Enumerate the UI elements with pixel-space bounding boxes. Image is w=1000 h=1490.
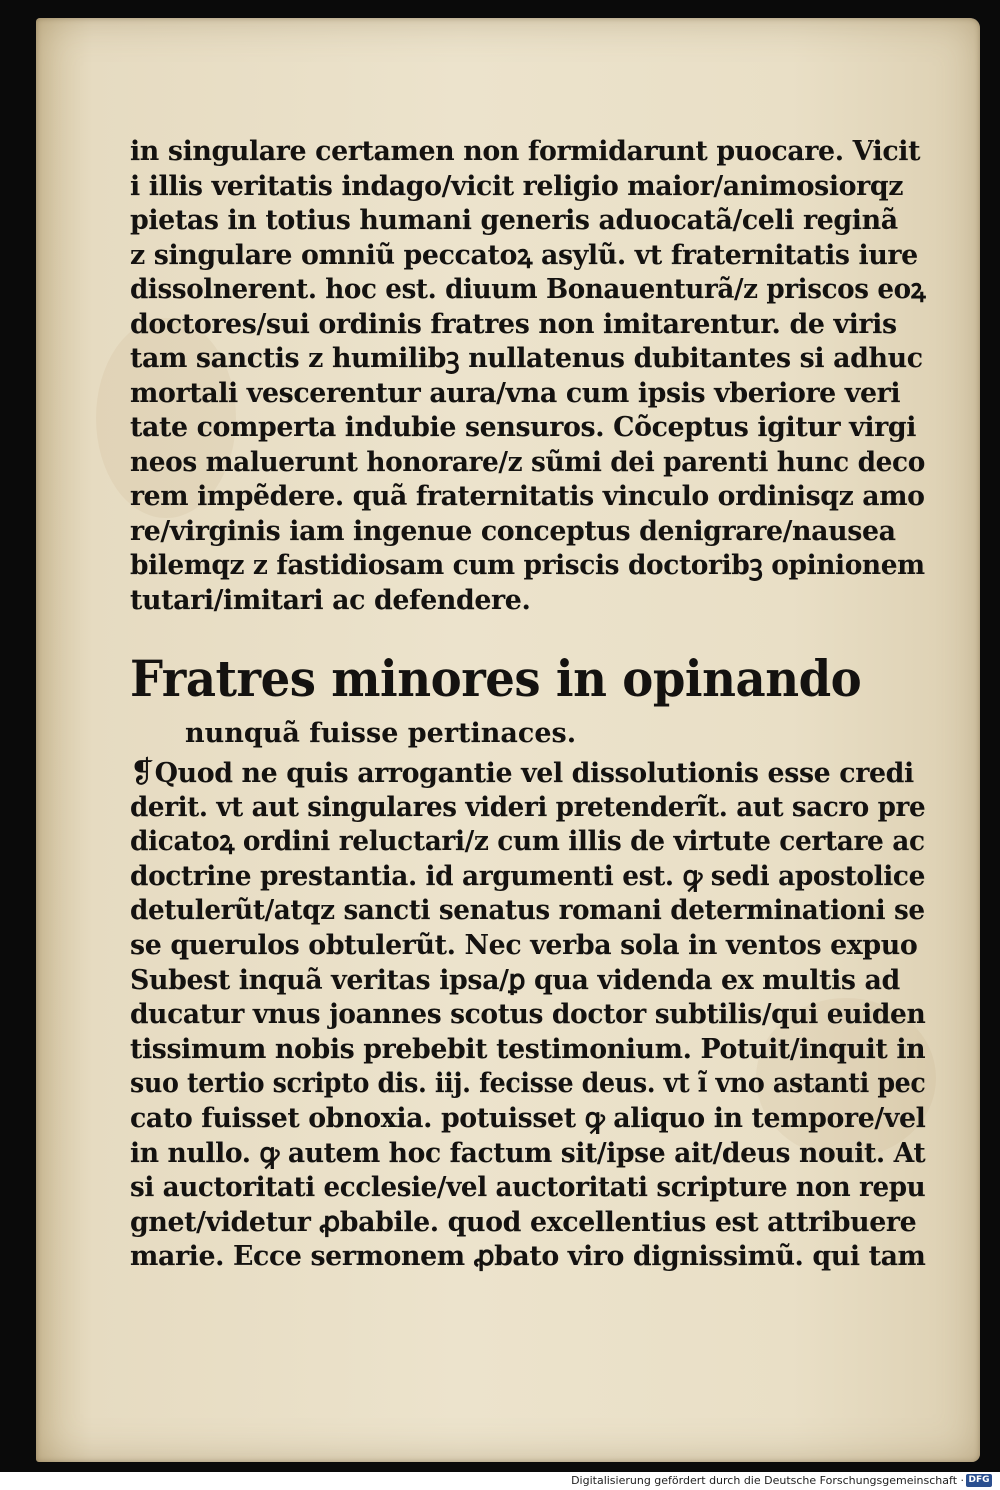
text-line-content: mortali vescerentur aura/vna cum ipsis vberiore veri	[130, 377, 901, 409]
pilcrow-icon: ❡	[130, 755, 155, 790]
text-line	[130, 1067, 926, 1102]
text-line	[130, 377, 925, 412]
text-line-content: z singulare omniũ peccatoꝝ asylũ. vt fraternitatis iure	[130, 239, 918, 271]
text-line-content: in nullo. ꝙ autem hoc factum sit/ipse ait/deus nouit. At	[130, 1137, 926, 1169]
text-line	[130, 756, 925, 791]
text-line-content: tam sanctis z humilibꝫ nullatenus dubitantes si adhuc	[130, 343, 923, 374]
text-line	[130, 135, 925, 170]
text-line	[130, 239, 925, 274]
dfg-logo-icon: DFG	[966, 1474, 992, 1487]
text-line-content: dissolnerent. hoc est. diuum Bonauenturã/z priscos eoꝝ	[130, 274, 926, 305]
text-line-content: re/virginis iam ingenue conceptus denigrare/nausea	[130, 515, 896, 547]
text-line	[130, 515, 925, 550]
text-line-content: neos maluerunt honorare/z sũmi dei parenti hunc deco	[130, 446, 925, 478]
text-line	[130, 480, 925, 515]
text-line	[130, 273, 926, 308]
text-line	[130, 1102, 924, 1137]
text-line-content: si auctoritati ecclesie/vel auctoritati scripture non repu	[130, 1172, 926, 1204]
text-line	[130, 446, 925, 481]
text-line	[130, 1137, 926, 1172]
text-block	[130, 135, 930, 1275]
text-line	[130, 860, 926, 895]
text-line-content: i illis veritatis indago/vicit religio maior/animosiorqz	[130, 170, 904, 202]
section-heading: Fratres minores in opinando	[130, 649, 862, 708]
text-line	[130, 342, 925, 377]
text-line-content: ducatur vnus joannes scotus doctor subtilis/qui euiden	[130, 999, 926, 1031]
text-line-content: bilemqz z fastidiosam cum priscis doctoribꝫ opinionem	[130, 550, 925, 581]
text-line	[130, 308, 925, 343]
text-line	[130, 584, 925, 619]
text-line-content: tutari/imitari ac defendere.	[130, 584, 531, 616]
text-line-content: Subest inquã veritas ipsa/ꝑ qua videnda ex multis ad	[130, 964, 900, 996]
text-line-content: derit. vt aut singulares videri pretenderĩt. aut sacro pre	[130, 791, 926, 823]
text-line-content: suo tertio scripto dis. iij. fecisse deus. vt ĩ vno astanti pec	[130, 1068, 926, 1100]
text-line	[130, 1240, 924, 1275]
text-line	[130, 204, 925, 239]
text-line	[130, 1206, 925, 1241]
text-line	[130, 549, 925, 584]
text-line-content: doctores/sui ordinis fratres non imitarentur. de viris	[130, 308, 897, 340]
paragraph-1	[130, 135, 930, 618]
text-line	[130, 998, 926, 1033]
paragraph-2	[130, 756, 930, 1275]
text-line	[130, 964, 925, 999]
text-line-content: detulerũt/atqz sancti senatus romani determinationi se	[130, 895, 925, 927]
digitization-footer	[0, 1472, 1000, 1490]
text-line	[130, 825, 925, 860]
text-line	[130, 411, 925, 446]
section-subheading: nunquã fuisse pertinaces.	[185, 718, 577, 749]
text-line	[130, 1171, 926, 1206]
text-line-content: doctrine prestantia. id argumenti est. ꝙ sedi apostolice	[130, 860, 926, 892]
text-line-content: tate comperta indubie sensuros. Cõceptus igitur virgi	[130, 412, 917, 443]
text-line-content: rem impẽdere. quã fraternitatis vinculo ordinisqz amo	[130, 481, 925, 512]
text-line-content: dicatoꝝ ordini reluctari/z cum illis de virtute certare ac	[130, 826, 925, 858]
text-line-content: tissimum nobis prebebit testimonium. Potuit/inquit in	[130, 1033, 926, 1065]
text-line-content: in singulare certamen non formidarunt puocare. Vicit	[130, 136, 921, 167]
text-line-content: cato fuisset obnoxia. potuisset ꝙ aliquo in tempore/vel	[130, 1102, 926, 1134]
text-line-content: pietas in totius humani generis aduocatã/celi reginã	[130, 205, 898, 236]
text-line	[130, 894, 925, 929]
text-line	[130, 1033, 924, 1068]
text-line	[130, 791, 926, 826]
text-line	[130, 929, 925, 964]
text-line-content: se querulos obtulerũt. Nec verba sola in ventos expuo	[130, 929, 918, 961]
text-line-content: Quod ne quis arrogantie vel dissolutionis esse credi	[154, 758, 914, 789]
footer-credit: Digitalisierung gefördert durch die Deutsche Forschungsgemeinschaft ·	[571, 1474, 964, 1487]
text-line-content: gnet/videtur ꝓbabile. quod excellentius est attribuere	[130, 1206, 917, 1238]
text-line-content: marie. Ecce sermonem ꝓbato viro dignissimũ. qui tam	[130, 1241, 926, 1273]
text-line	[130, 170, 925, 205]
